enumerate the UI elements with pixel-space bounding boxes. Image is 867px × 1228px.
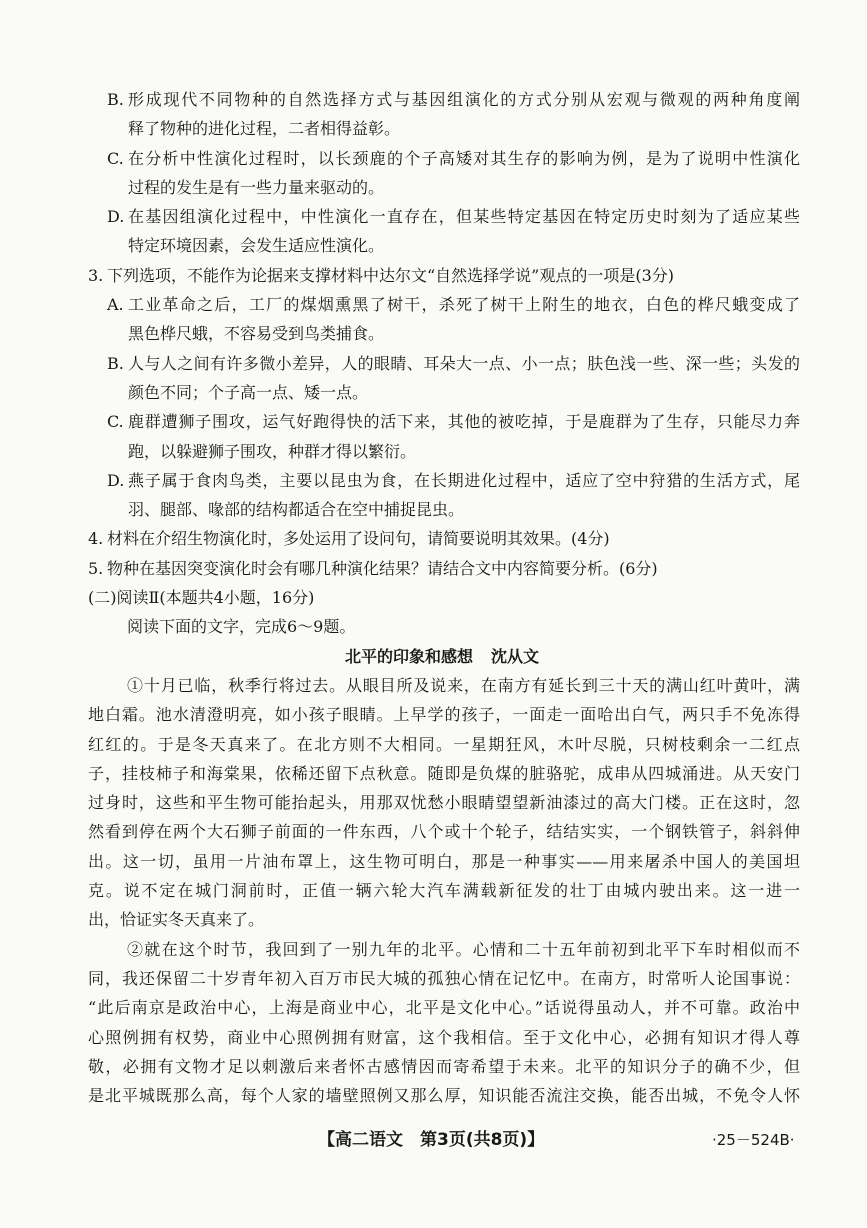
question-text: 材料在介绍生物演化时，多处运用了设问句，请简要说明其效果。(4分): [107, 529, 610, 549]
option-text-line: 鹿群遭狮子围攻，运气好跑得快的活下来，其他的被吃掉，于是鹿群为了生存，只能尽力奔: [128, 412, 800, 432]
option-label: B.: [107, 90, 124, 109]
option-text-line: 工业革命之后，工厂的煤烟熏黑了树干，杀死了树干上附生的地衣，白色的桦尺蛾变成了: [128, 295, 800, 315]
passage-title-line: [88, 642, 800, 671]
option-text-line: 释了物种的进化过程，二者相得益彰。: [128, 119, 401, 139]
paragraph-line: 地白霜。池水清澄明亮，如小孩子眼睛。上早学的孩子，一面走一面哈出白气，两只手不免冻得: [88, 705, 800, 725]
option-text-line: 黑色桦尺蛾，不容易受到鸟类捕食。: [128, 324, 385, 344]
option-text-line: 跑，以躲避狮子围攻，种群才得以繁衍。: [128, 441, 417, 461]
paragraph-1: [88, 671, 800, 935]
continued-option-b: [88, 85, 800, 144]
option-text-line: 形成现代不同物种的自然选择方式与基因组演化的方式分别从宏观与微观的两种角度阐: [128, 90, 800, 109]
paragraph-line: 然看到停在两个大石狮子前面的一件东西，八个或十个轮子，结结实实，一个钢铁管子，斜斜伸: [88, 822, 800, 842]
continued-options: [88, 85, 800, 261]
question-5: [88, 554, 800, 583]
footer-page-info: 【高二语文 第3页(共8页)】: [318, 1130, 545, 1150]
paragraph-line: 敬，必拥有文物才足以刺激后来者怀古感情因而寄希望于未来。北平的知识分子的确不少，但: [88, 1056, 800, 1076]
option-label: A.: [107, 295, 124, 315]
paragraph-line: 是北平城既那么高，每个人家的墙壁照例又那么厚，知识能否流注交换，能否出城，不免令人怀: [88, 1086, 800, 1106]
paragraph-line: ②就在这个时节，我回到了一别九年的北平。心情和二十五年前初到北平下车时相似而不: [127, 939, 800, 959]
page-content: [88, 85, 800, 1110]
q3-option-b: [88, 349, 800, 408]
question-number: 5.: [88, 558, 104, 578]
option-text-line: 燕子属于食肉鸟类，主要以昆虫为食，在长期进化过程中，适应了空中狩猎的生活方式，尾: [128, 470, 800, 490]
option-text-line: 特定环境因素，会发生适应性演化。: [128, 236, 385, 256]
question-text: 物种在基因突变演化时会有哪几种演化结果？请结合文中内容简要分析。(6分): [107, 558, 658, 578]
question-3: [88, 261, 800, 525]
paragraph-line: 过身时，这些和平生物可能抬起头，用那双忧愁小眼睛望望新油漆过的高大门楼。正在这时，忽: [88, 793, 800, 813]
passage-author: 沈从文: [491, 646, 540, 666]
q3-option-d: [88, 466, 800, 525]
paragraph-line: 出，恰证实冬天真来了。: [88, 910, 265, 930]
question-number: 4.: [88, 529, 104, 549]
option-label: D.: [107, 207, 125, 227]
paragraph-line: 子，挂枝柿子和海棠果，依稀还留下点秋意。随即是负煤的脏骆驼，成串从四城涌进。从天安门: [88, 763, 800, 783]
question-4: [88, 524, 800, 553]
continued-option-c: [88, 144, 800, 203]
option-label: B.: [107, 353, 124, 373]
passage-title: 北平的印象和感想: [345, 646, 474, 666]
question-number: 3.: [88, 265, 104, 285]
option-label: C.: [107, 412, 124, 432]
reading-instruction: 阅读下面的文字，完成6～9题。: [127, 617, 356, 637]
footer-code: ·25－524B·: [712, 1131, 795, 1149]
paragraph-2: [88, 935, 800, 1111]
question-3-stem: [88, 261, 800, 290]
option-text-line: 羽、腿部、喙部的结构都适合在空中捕捉昆虫。: [128, 500, 465, 520]
option-text-line: 在分析中性演化过程时，以长颈鹿的个子高矮对其生存的影响为例，是为了说明中性演化: [128, 148, 800, 168]
section-heading: (二)阅读Ⅱ(本题共4小题，16分): [88, 588, 315, 608]
option-label: D.: [107, 470, 125, 490]
q3-option-a: [88, 290, 800, 349]
page-footer: [0, 1128, 867, 1152]
option-text-line: 颜色不同；个子高一点、矮一点。: [128, 382, 369, 402]
paragraph-line: 出。这一切，虽用一片油布罩上，这生物可明白，那是一种事实——用来屠杀中国人的美国坦: [88, 851, 800, 871]
question-3-options: [88, 290, 800, 524]
paragraph-line: 同，我还保留二十岁青年初入百万市民大城的孤独心情在记忆中。在南方，时常听人论国事说：: [88, 968, 800, 988]
paragraph-line: 红红的。于是冬天真来了。在北方则不大相同。一星期狂风，木叶尽脱，只树枝剩余一二红点: [88, 734, 800, 754]
question-text: 下列选项，不能作为论据来支撑材料中达尔文“自然选择学说”观点的一项是(3分): [107, 265, 675, 285]
paragraph-line: 克。说不定在城门洞前时，正值一辆六轮大汽车满载新征发的壮丁由城内驶出来。这一进一: [88, 881, 800, 901]
paragraph-line: 心照例拥有权势，商业中心照例拥有财富，这个我相信。至于文化中心，必拥有知识才得人尊: [88, 1027, 800, 1047]
q3-option-c: [88, 407, 800, 466]
option-text-line: 人与人之间有许多微小差异，人的眼睛、耳朵大一点、小一点；肤色浅一些、深一些；头发的: [128, 353, 800, 373]
paragraph-line: ①十月已临，秋季行将过去。从眼目所及说来，在南方有延长到三十天的满山红叶黄叶，满: [127, 675, 800, 695]
option-label: C.: [107, 148, 124, 168]
option-text-line: 过程的发生是有一些力量来驱动的。: [128, 177, 385, 197]
continued-option-d: [88, 202, 800, 261]
option-text-line: 在基因组演化过程中，中性演化一直存在，但某些特定基因在特定历史时刻为了适应某些: [128, 207, 800, 227]
paragraph-line: “此后南京是政治中心，上海是商业中心，北平是文化中心。”话说得虽动人，并不可靠。政治中: [88, 998, 800, 1018]
